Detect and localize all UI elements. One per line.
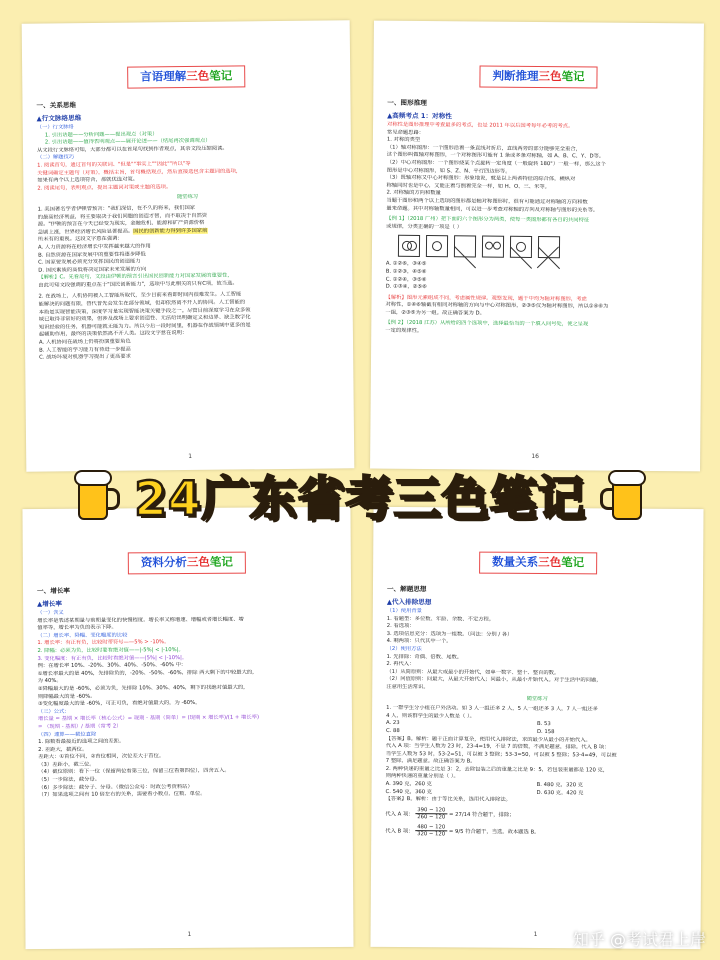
- banner-title: 24广东省考三色笔记: [134, 471, 586, 527]
- page-reasoning-notes: 判断推理三色笔记 一、图形推理 ▲高频考点 1：对称性 对称性是图形推理中考查最多的考点，也是 2011 年以后国考每年必考的考点。 常见命题思路： 1. 对称的类型 （1）轴对称图形：一个图形沿着一条直线对折后，直线两旁的部分能够完全重合， 这个图形叫做轴对称图形，一个对称图形可能有 1 条或多条对称轴，如 A、B、C、Y、D等。 （2）中心对称图形：一个图形绕某个点旋转一定角度（一般旋转 180°）一般一样，那么这个 图形是中心对称图形，如 S、Z、N、平行四边形等。 （3）既轴对称又中心对称图形：形象地说，就是以上两者特征的综合体，横纵对 称轴同时也是中心，又能正着与倒着完全一样，如 H、O、三、米等。 2. 对称轴的方向和数量 当题干图形和两个以上选项的图形都是轴对称图形时，很有可能通过对称轴的方向和数 量来命题。其中对称轴数量相同，可以进一步考查对称轴的方向及对称轴与图形的关系等。 【例 1】（2018 广州）把下面的六个图形分为两类，使每一类图形都有各自的共同特征 或规律，分类正确的一项是（ ） A. ①②⑥，③④⑤ B. ①②③，④⑤⑥ C. ①②④，③⑤⑥ D. ①③④，②⑤⑥ 【解析】图形元素组成不同，考虑属性规律。观察发现，题干中均为轴对称图形，考虑 对称性，①④⑥轴截有相同对称轴的方向与中心对称图形，②③⑤仅为轴对称图形，所以①④⑥为 一组，②③⑤为另一组。故正确答案为 D。 【例 2】（2018 江苏）从所给的四个选项中，选择最恰当的一个填入问号处，使之呈现 一定的规律性。 16: [370, 21, 704, 472]
- section-heading: 一、增长率: [37, 586, 71, 596]
- figure-3: [454, 236, 476, 258]
- page-title: 判断推理三色笔记: [479, 65, 597, 88]
- fraction-b: $\frac{480 - 120}{320 - 120}$: [417, 824, 446, 838]
- figure-row: [398, 235, 688, 260]
- figure-5: [510, 236, 532, 258]
- figure-6: [538, 236, 560, 258]
- beer-mug-icon: [72, 466, 122, 524]
- banner: [0, 460, 720, 530]
- page-number: 1: [533, 930, 538, 939]
- page-number: 1: [187, 930, 192, 939]
- page-number: 1: [188, 452, 193, 461]
- page-title: 言语理解三色笔记: [127, 65, 245, 88]
- fraction-a: $\frac{390 - 120}{260 - 120}$: [417, 807, 446, 821]
- figure-2: [426, 235, 448, 257]
- section-heading: 一、解题思想: [386, 584, 427, 594]
- page-number: 16: [531, 452, 540, 461]
- subsection-heading: ▲代入排除思想: [386, 597, 432, 607]
- page-title: 数量关系三色笔记: [479, 552, 597, 575]
- page-quantitative-notes: 数量关系三色笔记 一、解题思想 ▲代入排除思想 （1）使用背景 1. 看题型：多位数、年龄、余数、不定方程。 2. 看选项： 3. 选项信息充分：选项为一组数。（问法：分别 / 各） 4. 剩两项：只代其中一个。 （2）使用方法 1. 先排除：奇偶、倍数、尾数。 2. 再代入： （1）从简原则：从最大或最小的开始代，如单一数字、整十、整百的数。 （2）问值原则：问最大，从最大开始代入；问最小，从最小开始代入。对于生活中的问题， 注意用生活常识。 随堂练习 1. 一群学生分小组在户外活动。如 3 人一组还多 2 人，5 人一组还多 3 人，7 人一组还多 4 人，则该群学生的最少人数是（ ）。 A. 23 B. 53 C. 88 D. 158 【答案】B。解析：题干正面计算复杂，使用代入排除法，求的最少从最小的开始代入。 代入 A 项：当学生人数为 23 时，23-4=19，不是 7 的倍数，不满足题意，排除。代入 B 项： 当学生人数为 53 时，53-2=51，可以被 3 整除；53-3=50，可以被 5 整除；53-4=49，可以被 7 整除，满足题意。故正确答案为 B。 2. 两种快递的重量之比是 3：2，去除包装之后的重量之比是 9：5，若包装重量都是 120 克， 则两种快递的重量分别是（ ）。 A. 390 克，260 克 B. 480 克，320 克 C. 540 克，360 克 D. 630 克，420 克 【答案】B。解析：由于等比关系，选用代入排除法。 代入 A 项： $\frac{390 - 120}{260 - 120}$ = 27/14 符合题干，排除； 代入 B 项： $\frac{480 - 120}{320 - 120}$ = 9/5 符合题干，当选。故本题选 B。 1: [370, 507, 703, 949]
- section-heading: 一、关系思维: [36, 101, 77, 110]
- beer-mug-icon: [598, 466, 648, 524]
- subsection-heading: ▲增长率: [37, 599, 63, 609]
- figure-1: [398, 235, 420, 257]
- figure-4: [482, 236, 504, 258]
- section-heading: 一、图形推理: [387, 98, 427, 108]
- page-title: 资料分析三色笔记: [128, 552, 246, 575]
- page-verbal-notes: 言语理解三色笔记 一、关系思维 ▲行文脉络思维 （一）行文脉络 1. 引出话题——分析问题——提出观点（对策） 2. 引出话题——值得表明观点——展开论述——（结尾再次强调观点） 从文段行文脉络可知，大部分都可以在首尾句找到作者观点，其余文段压缩阅读。 （二）解题技巧 1. 阅读首句，通过首句的关联词、"但是""事实上""因此""所以"等 关键词确定主题句（对策），概括主旨，首句概括观点，然后直接选包含主题词的选项， 如果有两个以上选项符合，那就优选对策。 2. 阅读尾句，表明观点，提出主题词对策或主题的选项。 随堂练习 1. 美国著名学者伊顿曾预言："我们深信，在不久的将来，我们国家 的最高经济利益，将主要取决于我们同胞的创造才智，而不取决于自然资 源。"伊顿的预言在今天已经变为现实，金融危机、能源和矿产资源价格 急剧上涨，世界经济增长风险显著提高。国民的创新能力得到许多国家前 所未有的重视。这段文字意在强调： A. 人力资源将在经济增长中发挥越来越大的作用 B. 自然资源在国家发展中的重要性将逐步降低 C. 国家要发展必须充分发挥国民的创造能力 D. 国民素质的高低将决定国家未来发展的方向 【解析】C。先看尾句，文段由伊顿的预言引出国民创新能力对国家发展的重要性， 由此可知文段强调的重点在于"国民创新能力"，选项中与此相关的只有C项，故当选。 2. 在战场上，人机协同被人工智能所取代，至少目前来看即时间内很难发生。人工智能 能解决的问题有限，替代普先会发生在部分领域，但却依然离不开人的协同。人工智能的 本质是实现智能决策，深度学习是实现智能决策关键手段之一。尽管目前深度学习在众多领 域已取得非常好的效果，但涉及战场上要求创造性、无法给出明确定义和边界、缺乏数字化 知识经验的任务，机器可能就无能为力。所以今后一段时间里，机器在作战领域中更多的是 起辅助作用，最终的决策依然离不开人类。这段文字意在说明： A. 人机协同在战场上仍将扮演重要角色 B. 人工智能的学习能力有待进一步提高 C. 战场环境对机器学习提出了更高要求 1: [22, 20, 355, 471]
- watermark: 知乎 @考试君上岸: [572, 930, 706, 949]
- highlighted-sentence: 国民的创新能力得到许多国家前: [133, 227, 208, 235]
- subsection-heading: ▲行文脉络思维: [36, 114, 82, 123]
- subsection-heading: ▲高频考点 1：对称性: [387, 111, 452, 121]
- page-data-analysis-notes: 资料分析三色笔记 一、增长率 ▲增长率 （一）含义 增长率是表述某期量与前期量变化的快慢程度。增长率又称增速、增幅或者增长幅度、增 值率等，增长率为负的表示下降。 （二）增长率、降幅、变化幅度的比较 1. 增长率：有正有负，比较时带符号——5% > -10%。 2. 降幅：必须为负，比较时要看绝对值——|-5%| < |-10%|。 3. 变化幅度：有正有负，比较时看绝对值——|5%| < |-10%|。 例：在增长率 10%、-20%、30%、40%、-50%、-60% 中： ①增长率最大的是 40%，先排除负的，-20%、-50%、-60%，排除 两大剩下的中较最大的， 为 40%。 ②降幅最大的是 -60%，必须为负，先排除 10%、30%、40%，剩下的找绝对值最大的， 则降幅最大的是 -60%。 ③变化幅度最大的是 -60%，可正可负，看绝对值最大的，为 -60%。 （三）公式： 增长量 = 基期 × 增长率（核心公式）= 现期 - 基期（简单）= (现期 × 增长率)/(1 + 增长率) = （现期 - 基期）/ 基期（常考 2） （四）速算——截位直除 1. 除数看最接近的选项之间的差距。 2. 差距大，截两位。 差距大：①首位不同，②首位相同，次位差大于首位。 （3）差距小，截三位。 （4）截位原则：看下一位（保留两位看第三位，保留三位看第四位），四舍五入。 （5）一步除法，截分母。 （6）多步除法：截分子、分母。（微信公众号：时政公考资料站） （7）如果选项之间有 10 倍左右的关系，需要看小数点、位数、单位。 1: [22, 507, 353, 949]
